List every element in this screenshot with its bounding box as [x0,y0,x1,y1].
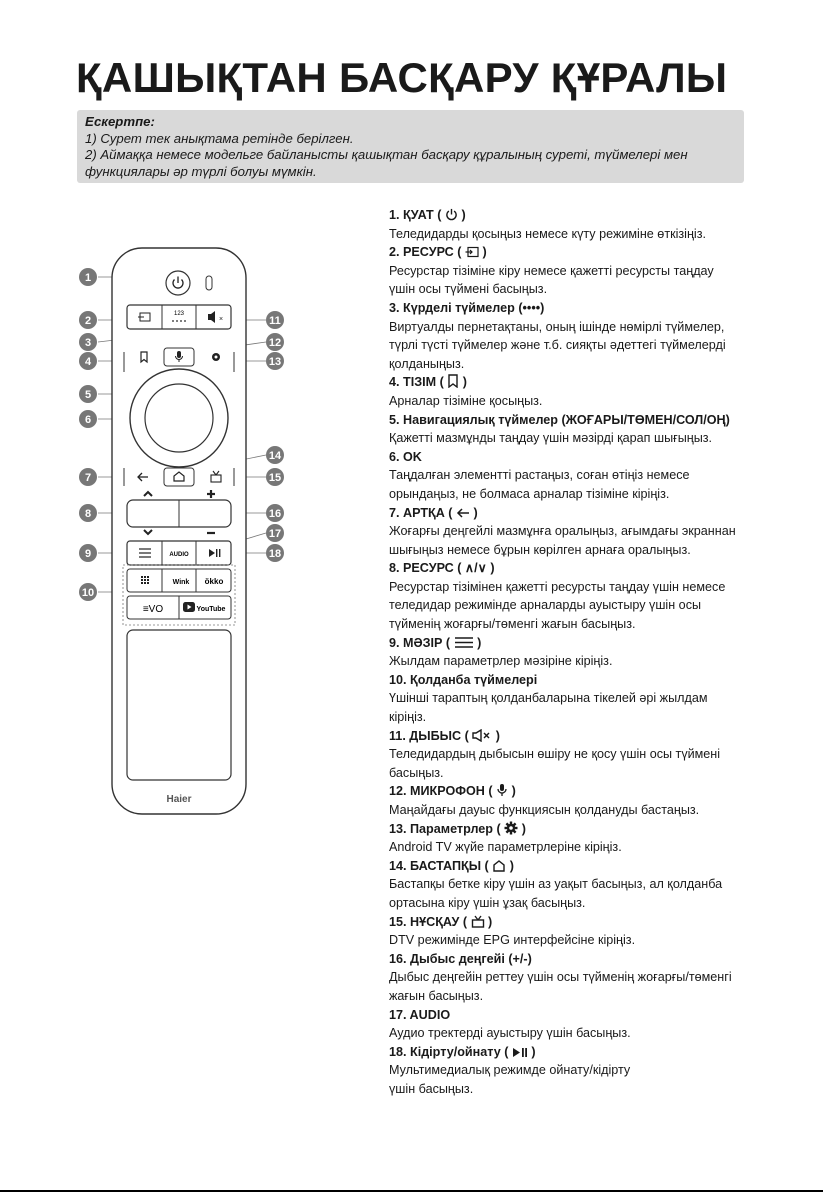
item-heading-close: ) [477,635,482,650]
callout-16 [266,504,284,522]
description-item [389,634,809,671]
youtube-label[interactable]: YouTube [196,606,226,613]
description-item [389,671,809,727]
description-item [389,243,809,299]
playpause-icon [512,1045,528,1059]
item-heading-close: ) [473,505,478,520]
item-description-line: ортасына кіру үшін ұзақ басыңыз. [389,895,586,910]
home-icon [492,859,506,873]
item-heading-close: ) [531,1044,536,1059]
callout-12 [266,333,284,351]
svg-text:8: 8 [84,508,92,520]
callout-4 [79,352,97,370]
ok-button[interactable] [145,384,213,452]
svg-text:4: 4 [84,356,92,368]
item-heading-text: 14. БАСТАПҚЫ ( [389,858,489,873]
item-description-line: Аудио тректерді ауыстыру үшін басыңыз. [389,1026,631,1041]
callout-8 [79,504,97,522]
note-line-2: 2) Аймаққа немесе модельге байланысты қашықтан басқару құралының суреті, түймелері мен [85,147,688,162]
svg-text:18: 18 [268,548,282,560]
callout-9 [79,544,97,562]
item-heading [389,1006,809,1025]
item-heading-text: 4. ТІЗІМ ( [389,375,444,390]
brand-logo: Haier [166,794,192,805]
svg-text:16: 16 [268,508,282,520]
item-heading [389,559,809,578]
callout-5 [79,385,97,403]
bookmark-icon [447,375,459,389]
svg-text:15: 15 [268,472,282,484]
item-heading [389,782,809,801]
item-heading-text: 2. РЕСУРС ( [389,245,462,260]
item-description-line: қолданыңыз. [389,356,465,371]
item-heading [389,243,809,262]
description-item [389,1043,809,1099]
item-description-line: басыңыз. [389,765,444,780]
callout-18 [266,544,284,562]
gear-icon [504,822,518,836]
item-heading-text: 12. МИКРОФОН ( [389,784,493,799]
numeric-label: 123 [173,311,185,317]
svg-text:11: 11 [269,315,281,327]
page-title: ҚАШЫҚТАН БАСҚАРУ ҚҰРАЛЫ [76,54,728,101]
svg-text:14: 14 [268,450,282,462]
svg-text:3: 3 [84,337,92,349]
description-item [389,913,809,950]
note-title: Ескертпе: [85,114,155,129]
callout-10 [79,583,97,601]
callout-11 [266,311,284,329]
item-description-line: Ресурстар тізімінен қажетті ресурсты таңдау үшін немесе [389,579,726,594]
menu-icon [454,636,474,650]
item-description-line: Теледидардың дыбысын өшіру не қосу үшін осы түймені [389,747,721,762]
callout-15 [266,468,284,486]
item-heading-close: ) [488,914,493,929]
item-heading-close: ) [495,728,500,743]
callout-17 [266,524,284,542]
item-description-line: Таңдалған элементті растаңыз, соған өтіңіз немесе [389,468,690,483]
svg-text:9: 9 [84,548,92,560]
svg-text:2: 2 [84,315,92,327]
item-description-line: Бастапқы бетке кіру үшін аз уақыт басыңыз, ал қолданба [389,877,723,892]
item-description-line: Дыбыс деңгейін реттеу үшін осы түйменің жоғарғы/төменгі [389,970,732,985]
svg-text:13: 13 [268,356,282,368]
item-heading [389,671,809,690]
back-icon [456,506,470,520]
item-heading-close: ) [461,208,466,222]
item-heading [389,299,809,318]
item-description-line: Қажетті мазмұнды таңдау үшін мәзірді қарап шығыңыз. [389,431,713,446]
wink-label[interactable]: Wink [172,579,190,586]
item-heading-text: 5. Навигациялық түймелер (ЖОҒАРЫ/ТӨМЕН/СОЛ/ОҢ) [389,412,730,427]
home-button[interactable] [164,468,194,486]
description-item [389,448,809,504]
description-item [389,411,809,448]
item-description-line: Теледидарды қосыңыз немесе күту режиміне өткізіңіз. [389,226,706,241]
description-item [389,950,809,1006]
item-heading-text: 15. НҰСҚАУ ( [389,914,468,929]
item-heading [389,913,809,932]
description-item [389,504,809,560]
item-heading-text: 13. Параметрлер ( [389,821,501,836]
item-heading-close: ) [509,858,514,873]
item-heading-text: 6. OK [389,449,422,464]
item-heading-text: 17. AUDIO [389,1007,451,1022]
button-description-list [389,206,809,1099]
item-description-line: Мультимедиалық режимде ойнату/кідірту [389,1063,631,1078]
remote-illustration [78,232,288,822]
item-description-line: түрлі түсті түймелер және т.б. сияқты әдеттегі түймелерді [389,338,726,353]
item-heading [389,950,809,969]
description-item [389,299,809,373]
item-heading [389,373,809,392]
item-heading [389,504,809,523]
svg-text:17: 17 [268,528,282,540]
item-heading-text: 3. Күрделі түймелер (••••) [389,300,545,315]
svg-text:7: 7 [84,472,92,484]
item-description-line: Ресурстар тізіміне кіру немесе қажетті ресурсты таңдау [389,263,714,278]
item-description-line: теледидар режимінде арналарды ауыстыру үшін осы [389,598,702,613]
item-heading [389,727,809,746]
item-heading-text: 7. АРТҚА ( [389,505,453,520]
item-heading-close: ) [511,784,516,799]
svg-text:5: 5 [84,389,92,401]
item-description-line: үшін осы түймені басыңыз. [389,282,548,297]
svg-text:12: 12 [268,337,282,349]
power-icon [445,208,458,222]
evo-label[interactable]: ≡VO [142,604,164,615]
item-heading-text: 1. ҚУАТ ( [389,208,442,222]
item-description-line: Үшінші тараптың қолданбаларына тікелей әрі жылдам [389,691,708,706]
description-item [389,857,809,913]
audio-label: AUDIO [169,552,189,558]
description-item [389,1006,809,1043]
item-heading [389,634,809,653]
mic-icon [496,784,508,798]
item-heading [389,206,809,225]
item-description-line: Виртуалды пернетақтаны, оның ішінде нөмірлі түймелер, [389,319,725,334]
item-description-line: түйменің жоғарғы/төменгі жағын басыңыз. [389,617,636,632]
item-heading-close: ) [482,245,487,260]
description-item [389,206,809,243]
description-item [389,559,809,633]
item-heading-text: 18. Кідірту/ойнату ( [389,1044,509,1059]
item-description-line: Арналар тізіміне қосыңыз. [389,393,543,408]
callout-2 [79,311,97,329]
item-heading-text: 10. Қолданба түймелері [389,672,538,687]
note-box [77,110,744,183]
description-item [389,373,809,410]
callout-14 [266,446,284,464]
item-description-line: Android TV жүйе параметрлеріне кіріңіз. [389,840,622,855]
touchpad[interactable] [127,630,231,780]
item-description-line: Жылдам параметрлер мәзіріне кіріңіз. [389,654,613,669]
svg-text:×: × [219,316,224,323]
apps-grid-icon [141,576,149,584]
item-heading-text: 11. ДЫБЫС ( [389,728,469,743]
item-heading [389,1043,809,1062]
note-line-1: 1) Сурет тек анықтама ретінде берілген. [85,130,354,146]
svg-text:6: 6 [84,414,92,426]
okko-label[interactable]: ökko [204,577,224,586]
item-description-line: Жоғарғы деңгейлі мазмұнға оралыңыз, ағымдағы экраннан [389,524,736,539]
item-heading-close: ) [462,375,467,390]
note-line-3: функциялары әр түрлі болуы мүмкін. [85,163,317,179]
callout-6 [79,410,97,428]
item-heading [389,411,809,430]
item-heading [389,820,809,839]
svg-text:1: 1 [84,272,92,284]
item-description-line: кіріңіз. [389,710,427,725]
description-item [389,727,809,783]
item-description-line: Маңайдағы дауыс функциясын қолдануды бастаңыз. [389,803,700,817]
item-heading [389,448,809,467]
callout-1 [79,268,97,286]
item-description-line: жағын басыңыз. [389,988,484,1003]
item-heading [389,857,809,876]
svg-text:10: 10 [81,587,95,599]
item-description-line: орындаңыз, не болмаса арналар тізіміне кіріңіз. [389,486,670,501]
input-icon [465,245,479,259]
guide-icon [471,915,485,929]
callout-13 [266,352,284,370]
callout-7 [79,468,97,486]
item-heading-close: ) [521,821,526,836]
item-description-line: үшін басыңыз. [389,1081,474,1096]
item-heading-text: 9. МӘЗІР ( [389,635,451,650]
description-item [389,782,809,819]
description-item [389,820,809,857]
item-description-line: DTV режимінде EPG интерфейсіне кіріңіз. [389,933,636,948]
item-description-line: шығыңыз немесе бұрын көрілген арнаға оралыңыз. [389,542,691,557]
mute-icon [472,729,492,743]
item-heading-text: 8. РЕСУРС ( ∧/∨ ) [389,561,495,576]
callout-3 [79,333,97,351]
item-heading-text: 16. Дыбыс деңгейі (+/-) [389,951,532,966]
gear-icon [212,353,220,361]
